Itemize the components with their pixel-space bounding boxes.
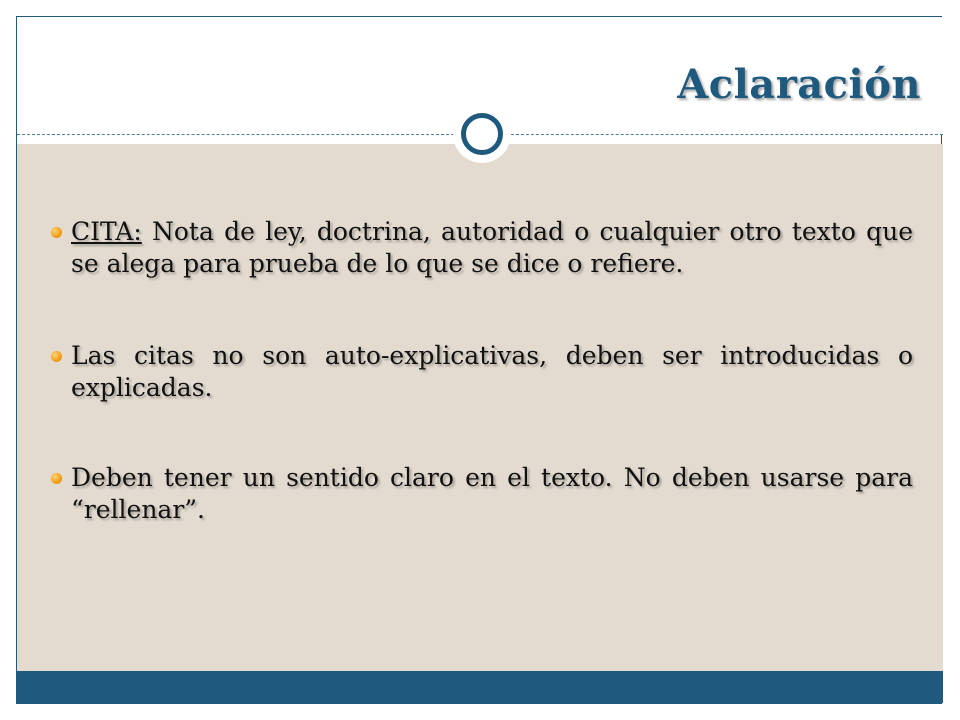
footer-bar: [17, 671, 943, 703]
bullet-term-cita: CITA:: [71, 217, 142, 246]
bullet-dot-icon: [51, 351, 62, 362]
slide-frame: [16, 16, 942, 704]
bullet-text-cita: Nota de ley, doctrina, autoridad o cualquier otro texto que se alega para prueba de lo que se dice o refiere.: [71, 217, 913, 278]
bullet-item-citas-explicativas: [51, 340, 913, 404]
bullet-dot-icon: [51, 227, 62, 238]
bullet-item-sentido-claro: [51, 462, 913, 526]
circle-ornament-icon: [453, 105, 511, 163]
bullet-list: [51, 216, 913, 586]
bullet-dot-icon: [51, 473, 62, 484]
slide-title: Aclaración: [677, 61, 921, 108]
ring-icon: [461, 113, 503, 155]
bullet-text-sentido-claro: Deben tener un sentido claro en el texto. No deben usarse para “rellenar”.: [71, 463, 913, 524]
content-area: [17, 144, 943, 671]
bullet-text-citas-explicativas: Las citas no son auto-explicativas, deben ser introducidas o explicadas.: [71, 341, 913, 402]
bullet-item-cita: [51, 216, 913, 280]
